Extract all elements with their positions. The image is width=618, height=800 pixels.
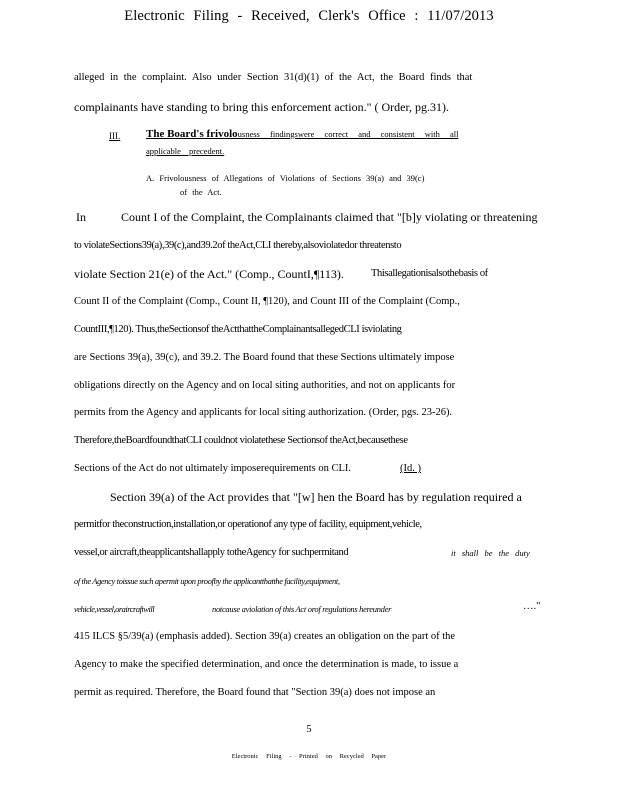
- page-header: Electronic Filing - Received, Clerk's Office : 11/07/2013: [124, 8, 494, 24]
- subsection-heading-line2: of the Act.: [180, 187, 222, 197]
- text-line: alleged in the complaint. Also under Section 31(d)(1) of the Act, the Board finds that: [74, 72, 473, 83]
- page-footer: Electronic Filing - Printed on Recycled Paper: [231, 753, 387, 760]
- citation-id: (Id. ): [400, 463, 421, 474]
- section-heading-line2: applicable precedent.: [146, 146, 225, 156]
- text-line: Count II of the Complaint (Comp., Count II, ¶120), and Count III of the Complaint (Comp.,: [74, 296, 460, 307]
- ellipsis-quote: ….": [523, 601, 541, 612]
- section-heading: [146, 128, 458, 141]
- section-heading-bold: The Board's frivolo: [146, 128, 238, 140]
- text-line: Agency to make the specified determination, and once the determination is made, to issue a: [74, 659, 459, 670]
- emphasis-text: notcause aviolation of this Act orof regulations hereunder: [212, 604, 392, 614]
- emphasis-text: of the Agency toissue such apermit upon proofby the applicantthatthe facility,equipment,: [74, 576, 340, 586]
- text-line: Thisallegationisalsothebasis of: [371, 268, 488, 279]
- section-number: III.: [109, 131, 121, 141]
- section-heading-rest: usness findingswere correct and consistent with all: [237, 129, 459, 139]
- subsection-heading: A. Frivolousness of Allegations of Violations of Sections 39(a) and 39(c): [146, 173, 425, 183]
- text-line: permit as required. Therefore, the Board found that "Section 39(a) does not impose an: [74, 687, 436, 698]
- text-line: Count I of the Complaint, the Complainants claimed that "[b]y violating or threatening: [121, 210, 538, 224]
- text-line: permits from the Agency and applicants for local siting authorization. (Order, pgs. 23-26).: [74, 407, 453, 418]
- text-line: 415 ILCS §5/39(a) (emphasis added). Section 39(a) creates an obligation on the part of the: [74, 631, 456, 642]
- page-number: 5: [306, 724, 312, 735]
- emphasis-text: it shall be the duty: [451, 548, 530, 558]
- text-line: vessel,or aircraft,theapplicantshallapply totheAgency for suchpermitand: [74, 547, 349, 558]
- text-line: are Sections 39(a), 39(c), and 39.2. The Board found that these Sections ultimately impose: [74, 352, 455, 363]
- text-line: CountIII,¶120). Thus,theSectionsof theActthattheComplainantsallegedCLI isviolating: [74, 324, 402, 335]
- text-line: complainants have standing to bring this enforcement action." ( Order, pg.31).: [74, 100, 449, 114]
- text-line: permitfor theconstruction,installation,or operationof any type of facility, equipment,vehicle,: [74, 519, 422, 530]
- text-line: Therefore,theBoardfoundthatCLI couldnot violatethese Sectionsof theAct,becausethese: [74, 435, 408, 446]
- text-line: violate Section 21(e) of the Act." (Comp., CountI,¶113).: [74, 267, 344, 281]
- text-line: obligations directly on the Agency and on local siting authorities, and not on applicants for: [74, 380, 456, 391]
- emphasis-text: vehicle,vessel,oraircraftwill: [74, 604, 155, 614]
- text-line: Section 39(a) of the Act provides that "[w] hen the Board has by regulation required a: [110, 490, 522, 504]
- text-line: In: [76, 210, 86, 224]
- text-line: Sections of the Act do not ultimately imposerequirements on CLI.: [74, 463, 352, 474]
- text-line: to violateSections39(a),39(c),and39.2of theAct,CLI thereby,alsoviolatedor threatensto: [74, 240, 402, 251]
